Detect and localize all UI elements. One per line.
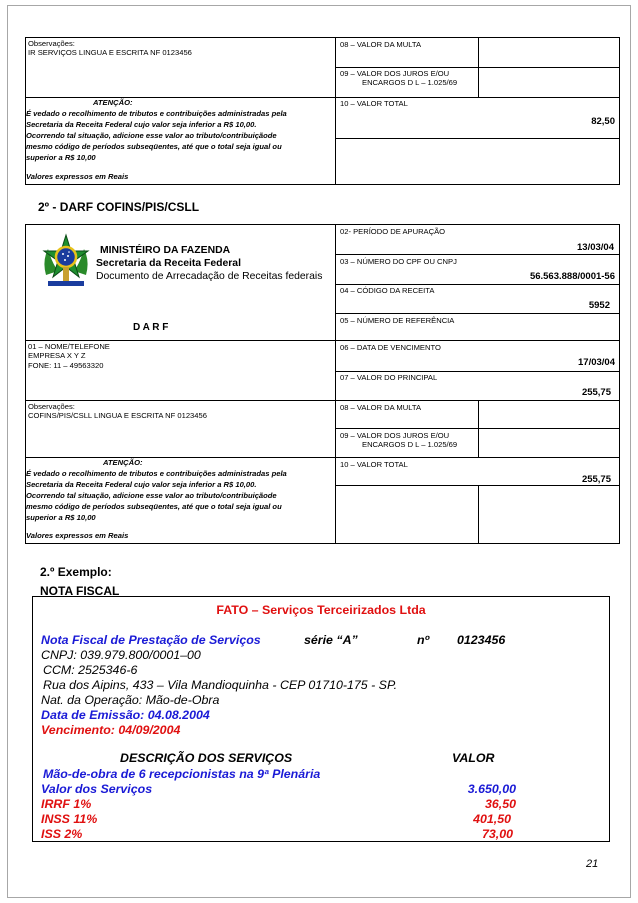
nf-endereco: Rua dos Aipins, 433 – Vila Mandioquinha - CEP 01710-175 - SP. xyxy=(43,678,398,692)
item-value: 401,50 xyxy=(473,812,511,826)
darf1-obs-text: IR SERVIÇOS LINGUA E ESCRITA NF 0123456 xyxy=(28,48,192,57)
darf-label: D A R F xyxy=(133,322,169,333)
nota-fiscal-heading: NOTA FISCAL xyxy=(40,584,120,598)
darf1-atencao-line: superior a R$ 10,00 xyxy=(26,153,96,162)
nf-serie: série “A” xyxy=(304,633,358,647)
darf2-atencao-line: Secretaria da Receita Federal cujo valor seja inferior a R$ 10,00. xyxy=(26,480,257,489)
darf1-multa-label: 08 – VALOR DA MULTA xyxy=(340,40,422,49)
darf1-total-value: 82,50 xyxy=(591,116,615,127)
darf1-atencao-line: Ocorrendo tal situação, adicione esse valor ao tributo/contribuiçãode xyxy=(26,131,277,140)
periodo-value: 13/03/04 xyxy=(577,242,614,253)
darf2-total-label: 10 – VALOR TOTAL xyxy=(340,460,408,469)
nf-numero: 0123456 xyxy=(457,633,506,647)
darf1-atencao-title: ATENÇÃO: xyxy=(93,98,133,107)
darf1-atencao-line: Secretaria da Receita Federal cujo valor seja inferior a R$ 10,00. xyxy=(26,120,257,129)
darf1-atencao-line: mesmo código de períodos subseqüentes, até que o total seja igual ou xyxy=(26,142,282,151)
darf1-atencao-line: É vedado o recolhimento de tributos e contribuições administradas pela xyxy=(26,109,287,118)
item-value: 3.650,00 xyxy=(467,782,516,796)
item-label: INSS 11% xyxy=(41,812,98,826)
principal-label: 07 – VALOR DO PRINCIPAL xyxy=(340,373,438,382)
secretaria-name: Secretaria da Receita Federal xyxy=(96,258,241,269)
darf1-juros-label-2: ENCARGOS D L – 1.025/69 xyxy=(362,78,458,87)
item-value: 73,00 xyxy=(481,827,513,841)
referencia-label: 05 – NÚMERO DE REFERÊNCIA xyxy=(340,316,455,325)
section-title-darf2: 2º - DARF COFINS/PIS/CSLL xyxy=(38,200,200,214)
nf-cnpj: CNPJ: 039.979.800/0001–00 xyxy=(41,648,201,662)
darf2-juros-label: 09 – VALOR DOS JUROS E/OU xyxy=(340,431,450,440)
nf-natureza: Nat. da Operação: Mão-de-Obra xyxy=(41,693,220,707)
descricao-header: DESCRIÇÃO DOS SERVIÇOS xyxy=(120,751,293,765)
darf2-total-value: 255,75 xyxy=(581,474,611,485)
darf2-obs-text: COFINS/PIS/CSLL LINGUA E ESCRITA NF 0123456 xyxy=(28,411,207,420)
fone-value: FONE: 11 – 49563320 xyxy=(28,361,104,370)
darf2-valores-note: Valores expressos em Reais xyxy=(26,531,129,540)
brazil-coat-of-arms-icon xyxy=(38,231,94,291)
nome-value: EMPRESA X Y Z xyxy=(28,351,86,360)
codigo-value: 5952 xyxy=(588,300,610,311)
codigo-label: 04 – CÓDIGO DA RECEITA xyxy=(340,286,435,295)
item-label: ISS 2% xyxy=(41,827,83,841)
darf2-atencao-line: mesmo código de períodos subseqüentes, até que o total seja igual ou xyxy=(26,502,282,511)
company-name: FATO – Serviços Terceirizados Ltda xyxy=(216,603,426,617)
darf2-obs-label: Observações: xyxy=(28,402,75,411)
cpf-label: 03 – NÚMERO DO CPF OU CNPJ xyxy=(340,257,457,266)
item-label: Valor dos Serviços xyxy=(41,782,153,796)
periodo-label: 02- PERÍODO DE APURAÇÃO xyxy=(340,227,446,236)
nf-title: Nota Fiscal de Prestação de Serviços xyxy=(41,633,261,647)
darf1-juros-label: 09 – VALOR DOS JUROS E/OU xyxy=(340,69,450,78)
vencimento-label: 06 – DATA DE VENCIMENTO xyxy=(340,343,441,352)
page-number: 21 xyxy=(586,858,599,870)
nome-label: 01 – NOME/TELEFONE xyxy=(28,342,110,351)
nf-data-emissao: Data de Emissão: 04.08.2004 xyxy=(41,708,210,722)
darf2-atencao-line: Ocorrendo tal situação, adicione esse valor ao tributo/contribuiçãode xyxy=(26,491,277,500)
darf2-juros-label-2: ENCARGOS D L – 1.025/69 xyxy=(362,440,458,449)
darf2-multa-label: 08 – VALOR DA MULTA xyxy=(340,403,422,412)
ministry-name: MINISTÉIRO DA FAZENDA xyxy=(100,245,231,256)
item-value: 36,50 xyxy=(484,797,516,811)
darf1-valores-note: Valores expressos em Reais xyxy=(26,172,129,181)
darf2-atencao-line: É vedado o recolhimento de tributos e contribuições administradas pela xyxy=(26,469,287,478)
nf-vencimento: Vencimento: 04/09/2004 xyxy=(41,723,181,737)
exemplo-title: 2.º Exemplo: xyxy=(40,565,112,579)
nf-numero-label: nº xyxy=(417,633,430,647)
darf2-atencao-line: superior a R$ 10,00 xyxy=(26,513,96,522)
valor-header: VALOR xyxy=(452,751,495,765)
document-description: Documento de Arrecadação de Receitas federais xyxy=(96,271,323,282)
item-label: IRRF 1% xyxy=(41,797,92,811)
document-page xyxy=(7,5,631,898)
servico-description: Mão-de-obra de 6 recepcionistas na 9ª Plenária xyxy=(43,767,321,781)
darf2-atencao-title: ATENÇÃO: xyxy=(103,458,143,467)
vencimento-value: 17/03/04 xyxy=(578,357,615,368)
nf-ccm: CCM: 2525346-6 xyxy=(43,663,138,677)
darf1-obs-label: Observações: xyxy=(28,39,75,48)
cpf-value: 56.563.888/0001-56 xyxy=(529,271,615,282)
darf1-total-label: 10 – VALOR TOTAL xyxy=(340,99,408,108)
principal-value: 255,75 xyxy=(581,387,611,398)
